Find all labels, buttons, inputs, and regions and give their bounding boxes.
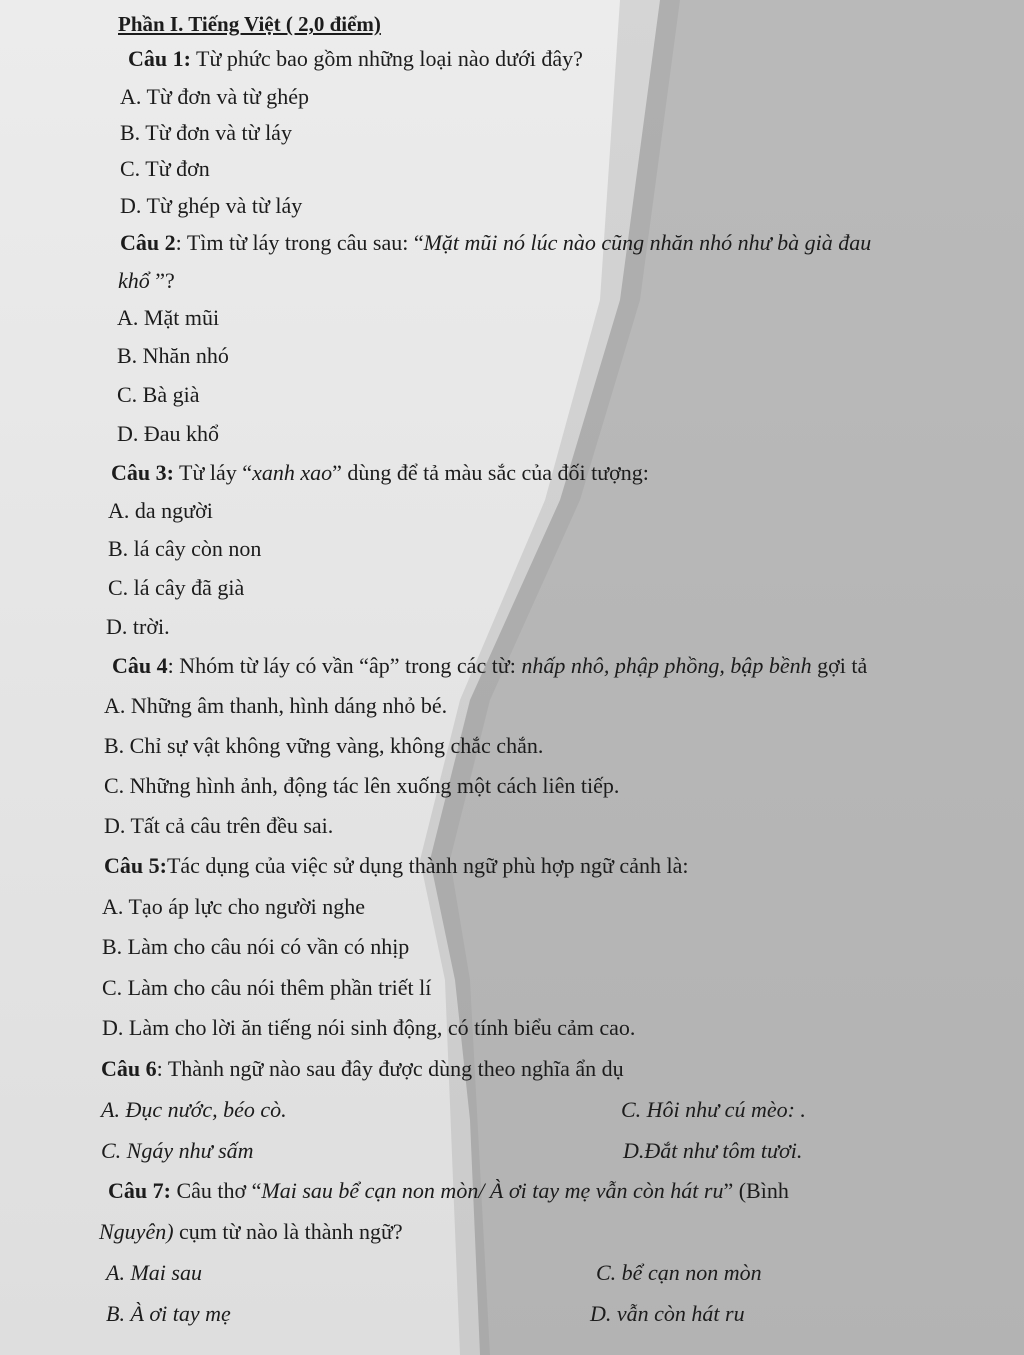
question-6-option-c1 xyxy=(621,1096,806,1124)
question-1-option-b: B. Từ đơn và từ láy xyxy=(120,120,292,145)
question-7-text-after: ” (Bình xyxy=(723,1178,789,1203)
question-7-option-d xyxy=(590,1300,745,1328)
question-7-option-d-text: D. vẫn còn hát ru xyxy=(590,1301,745,1326)
question-6-text: : Thành ngữ nào sau đây được dùng theo nghĩa ẩn dụ xyxy=(156,1056,624,1081)
question-3-quote: xanh xao xyxy=(252,460,333,485)
question-5-option-b: B. Làm cho câu nói có vần có nhịp xyxy=(102,934,410,959)
question-2-option-b: B. Nhăn nhó xyxy=(117,343,229,368)
question-2-option-d: D. Đau khổ xyxy=(117,421,220,446)
question-1-text: Từ phức bao gồm những loại nào dưới đây? xyxy=(190,46,583,71)
question-7 xyxy=(108,1177,789,1205)
question-6-option-a xyxy=(101,1096,287,1124)
section-heading: Phần I. Tiếng Việt ( 2,0 điểm) xyxy=(118,12,381,36)
question-7-option-a xyxy=(106,1259,202,1287)
question-4-option-b: B. Chỉ sự vật không vững vàng, không chắc chắn. xyxy=(104,733,544,758)
question-6 xyxy=(101,1055,624,1083)
question-5-option-d: D. Làm cho lời ăn tiếng nói sinh động, có tính biểu cảm cao. xyxy=(102,1015,636,1040)
question-1-option-c: C. Từ đơn xyxy=(120,156,210,181)
question-7-text-before: Câu thơ “ xyxy=(170,1178,262,1203)
question-6-option-d-text: D.Đắt như tôm tươi. xyxy=(623,1138,803,1163)
question-6-label: Câu 6 xyxy=(101,1056,157,1081)
question-3 xyxy=(111,459,649,487)
question-3-option-d: D. trời. xyxy=(106,614,170,639)
question-3-text-before: Từ láy “ xyxy=(173,460,253,485)
question-3-option-b: B. lá cây còn non xyxy=(108,536,262,561)
question-7-option-a-text: A. Mai sau xyxy=(106,1260,202,1285)
question-6-option-d xyxy=(623,1137,802,1165)
question-7-label: Câu 7: xyxy=(108,1178,171,1203)
question-1 xyxy=(128,45,583,73)
question-4-text-before: : Nhóm từ láy có vần “âp” trong các từ: xyxy=(167,653,522,678)
question-3-label: Câu 3: xyxy=(111,460,174,485)
question-2-quote-line1: Mặt mũi nó lúc nào cũng nhăn nhó như bà già đau xyxy=(423,230,872,255)
question-1-option-a: A. Từ đơn và từ ghép xyxy=(120,84,310,109)
question-7-line2-rest: cụm từ nào là thành ngữ? xyxy=(173,1219,403,1244)
question-4-quote: nhấp nhô, phập phồng, bập bềnh xyxy=(521,653,812,678)
question-2 xyxy=(120,229,871,257)
question-4-label: Câu 4 xyxy=(112,653,168,678)
question-5-option-c: C. Làm cho câu nói thêm phần triết lí xyxy=(102,975,432,1000)
question-2-label: Câu 2 xyxy=(120,230,176,255)
question-4-option-d: D. Tất cả câu trên đều sai. xyxy=(104,813,334,838)
question-7-option-b xyxy=(106,1300,231,1328)
question-2-continued xyxy=(118,267,175,295)
question-2-text: : Tìm từ láy trong câu sau: “ xyxy=(175,230,424,255)
question-6-option-c2 xyxy=(101,1137,254,1165)
question-6-option-c2-text: C. Ngáy như sấm xyxy=(101,1138,254,1163)
question-2-option-a: A. Mặt mũi xyxy=(117,305,220,330)
question-7-option-c-text: C. bể cạn non mòn xyxy=(596,1260,762,1285)
question-2-quote-line2: khổ xyxy=(118,268,150,293)
question-5 xyxy=(104,852,688,880)
question-7-quote: Mai sau bể cạn non mòn/ À ơi tay mẹ vẫn còn hát ru xyxy=(261,1178,724,1203)
question-4-option-c: C. Những hình ảnh, động tác lên xuống một cách liên tiếp. xyxy=(104,773,620,798)
question-3-option-a: A. da người xyxy=(108,498,213,523)
question-5-text: Tác dụng của việc sử dụng thành ngữ phù hợp ngữ cảnh là: xyxy=(166,853,689,878)
question-3-text-after: ” dùng để tả màu sắc của đối tượng: xyxy=(332,460,649,485)
question-7-line2-italic: Nguyên) xyxy=(99,1219,174,1244)
question-3-option-c: C. lá cây đã già xyxy=(108,575,245,600)
question-2-option-c: C. Bà già xyxy=(117,382,200,407)
question-4-text-after: gợi tả xyxy=(811,653,868,678)
question-4-option-a: A. Những âm thanh, hình dáng nhỏ bé. xyxy=(104,693,448,718)
question-1-option-d: D. Từ ghép và từ láy xyxy=(120,193,303,218)
question-5-label: Câu 5: xyxy=(104,853,167,878)
question-6-option-a-text: A. Đục nước, béo cò. xyxy=(101,1097,287,1122)
question-5-option-a: A. Tạo áp lực cho người nghe xyxy=(102,894,365,919)
question-4 xyxy=(112,652,867,680)
question-7-option-b-text: B. À ơi tay mẹ xyxy=(106,1301,231,1326)
question-7-option-c xyxy=(596,1259,762,1287)
question-2-end: ”? xyxy=(149,268,175,293)
question-1-label: Câu 1: xyxy=(128,46,191,71)
question-6-option-c1-text: C. Hôi như cú mèo: . xyxy=(621,1097,806,1122)
question-7-continued xyxy=(99,1218,403,1246)
